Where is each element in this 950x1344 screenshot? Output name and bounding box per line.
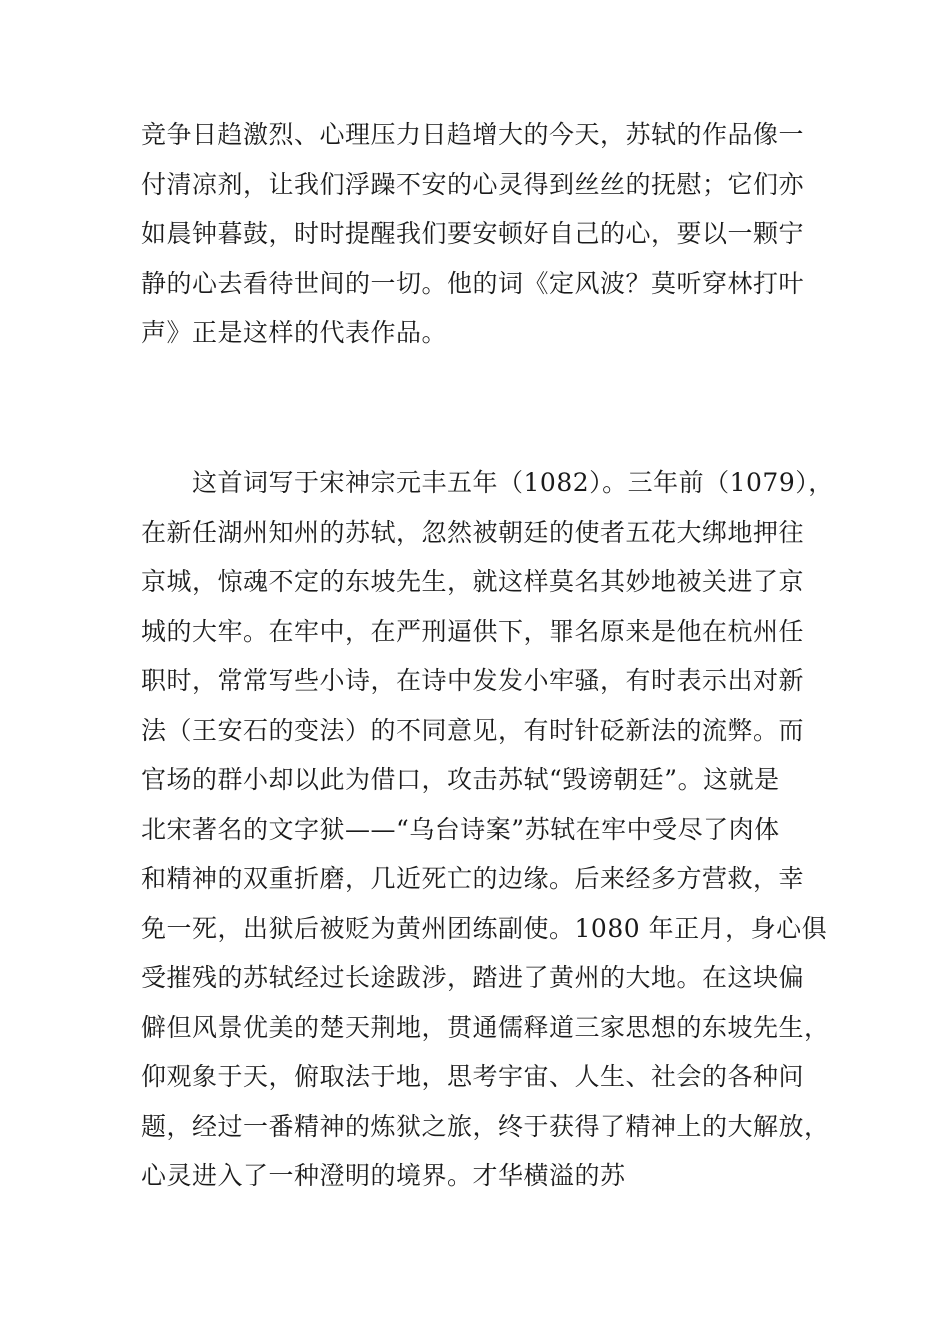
text-line: 竞争日趋激烈、心理压力日趋增大的今天，苏轼的作品像一: [141, 120, 805, 149]
text-line: 免一死，出狱后被贬为黄州团练副使。1080 年正月，身心俱: [141, 913, 828, 943]
text-line: 受摧残的苏轼经过长途跋涉，踏进了黄州的大地。在这块偏: [141, 963, 805, 992]
text-line: 声》正是这样的代表作品。: [141, 318, 448, 347]
text-line: 京城，惊魂不定的东坡先生，就这样莫名其妙地被关进了京: [141, 567, 805, 596]
text-line: 僻但风景优美的楚天荆地，贯通儒释道三家思想的东坡先生，: [141, 1012, 830, 1042]
text-line: 这首词写于宋神宗元丰五年（1082）。三年前（1079），: [192, 468, 834, 497]
paragraph-1: [141, 110, 811, 358]
text-line: 付清凉剂，让我们浮躁不安的心灵得到丝丝的抚慰；它们亦: [141, 169, 805, 199]
text-line: 心灵进入了一种澄明的境界。才华横溢的苏: [141, 1161, 626, 1190]
text-line: 静的心去看待世间的一切。他的词《定风波？莫听穿林打叶: [141, 268, 805, 298]
paragraph-2: [141, 458, 834, 1201]
text-line: 城的大牢。在牢中，在严刑逼供下，罪名原来是他在杭州任: [141, 616, 805, 646]
text-line: 官场的群小却以此为借口，攻击苏轼“毁谤朝廷”。这就是: [141, 765, 780, 794]
text-line: 和精神的双重折磨，几近死亡的边缘。后来经多方营救，幸: [141, 864, 805, 893]
text-line: 仰观象于天，俯取法于地，思考宇宙、人生、社会的各种问: [141, 1062, 805, 1091]
text-line: 在新任湖州知州的苏轼，忽然被朝廷的使者五花大绑地押往: [141, 517, 805, 547]
text-line: 北宋著名的文字狱——“乌台诗案”苏轼在牢中受尽了肉体: [141, 814, 780, 844]
text-line: 题，经过一番精神的炼狱之旅，终于获得了精神上的大解放，: [141, 1111, 830, 1141]
text-line: 职时，常常写些小诗，在诗中发发小牢骚，有时表示出对新: [141, 666, 805, 695]
text-line: 如晨钟暮鼓，时时提醒我们要安顿好自己的心，要以一颗宁: [141, 219, 805, 248]
text-line: 法（王安石的变法）的不同意见，有时针砭新法的流弊。而: [141, 715, 805, 745]
